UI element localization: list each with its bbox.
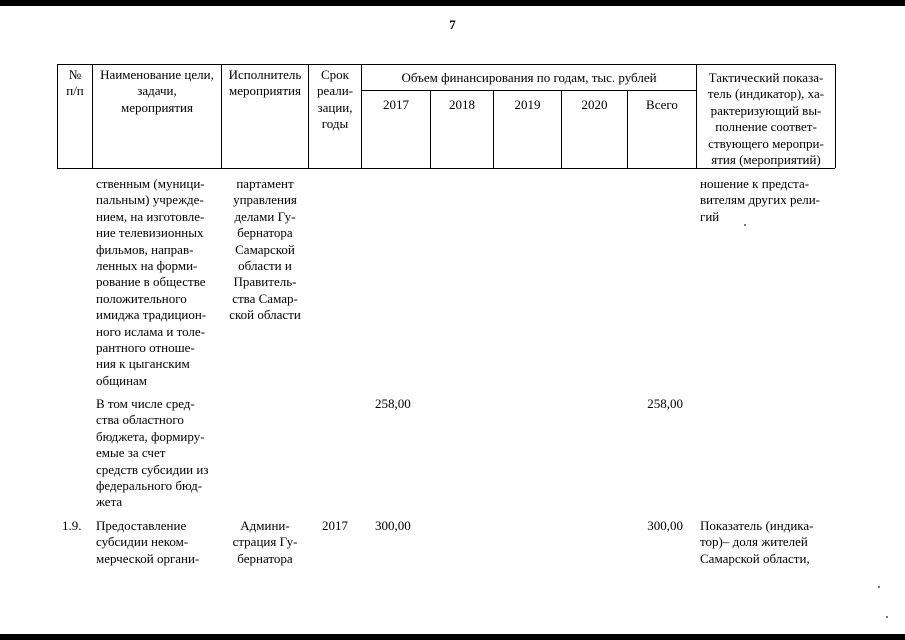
row1-indicator: ношение к предста- вителям других рели- гий [700, 176, 821, 224]
top-border [0, 0, 905, 6]
scan-speck [744, 224, 746, 226]
scan-speck [878, 586, 880, 588]
header-num: № п/п [66, 67, 84, 99]
header-total: Всего [646, 97, 678, 112]
page-number: 7 [449, 17, 456, 32]
row3-executor: Админи- страция Гу- бернатора [232, 518, 298, 566]
row1-executor: партамент управления делами Гу- бернатора Самарской области и Правитель- ства Самар- ской области [229, 176, 301, 323]
row2-2017-value: 258,00 [375, 396, 411, 411]
row3-name: Предоставление субсидии неком- мерческой органи- [96, 518, 200, 566]
header-term: Срок реали- зации, годы [316, 67, 354, 132]
header-year-2017: 2017 [383, 97, 409, 112]
header-year-2018: 2018 [449, 97, 475, 112]
scan-speck [886, 616, 888, 618]
header-year-2019: 2019 [514, 97, 541, 112]
row3-total-value: 300,00 [647, 518, 683, 533]
row2-total-value: 258,00 [647, 396, 683, 411]
header-funding-title: Объем финансирования по годам, тыс. рублей [401, 70, 657, 85]
row1-name: ственным (муници- пальным) учрежде- нием, на изготовле- ние телевизионных фильмов, направ- ленных на форми- рование в обществе положительного имиджа традицион- ного ислама и толе- рантного отноше- ния к цыганским общинам [96, 176, 207, 388]
row3-term: 2017 [322, 518, 348, 533]
header-indicator: Тактический показа- тель (индикатор), ха- рактеризующий вы- полнение соответ- ствующего меропри- ятия (мероприятий) [707, 70, 825, 168]
row2-name: В том числе сред- ства областного бюджета, формиру- емые за счет средств субсидии из федерального бюд- жета [96, 396, 209, 510]
header-year-2020: 2020 [581, 97, 608, 112]
header-executor: Исполнитель мероприятия [228, 67, 302, 99]
row3-2017-value: 300,00 [375, 518, 411, 533]
row3-number: 1.9. [62, 518, 82, 533]
header-name: Наименование цели, задачи, мероприятия [100, 67, 214, 115]
row3-indicator: Показатель (индика- тор)– доля жителей Самарской области, [700, 518, 814, 566]
bottom-border [0, 634, 905, 640]
